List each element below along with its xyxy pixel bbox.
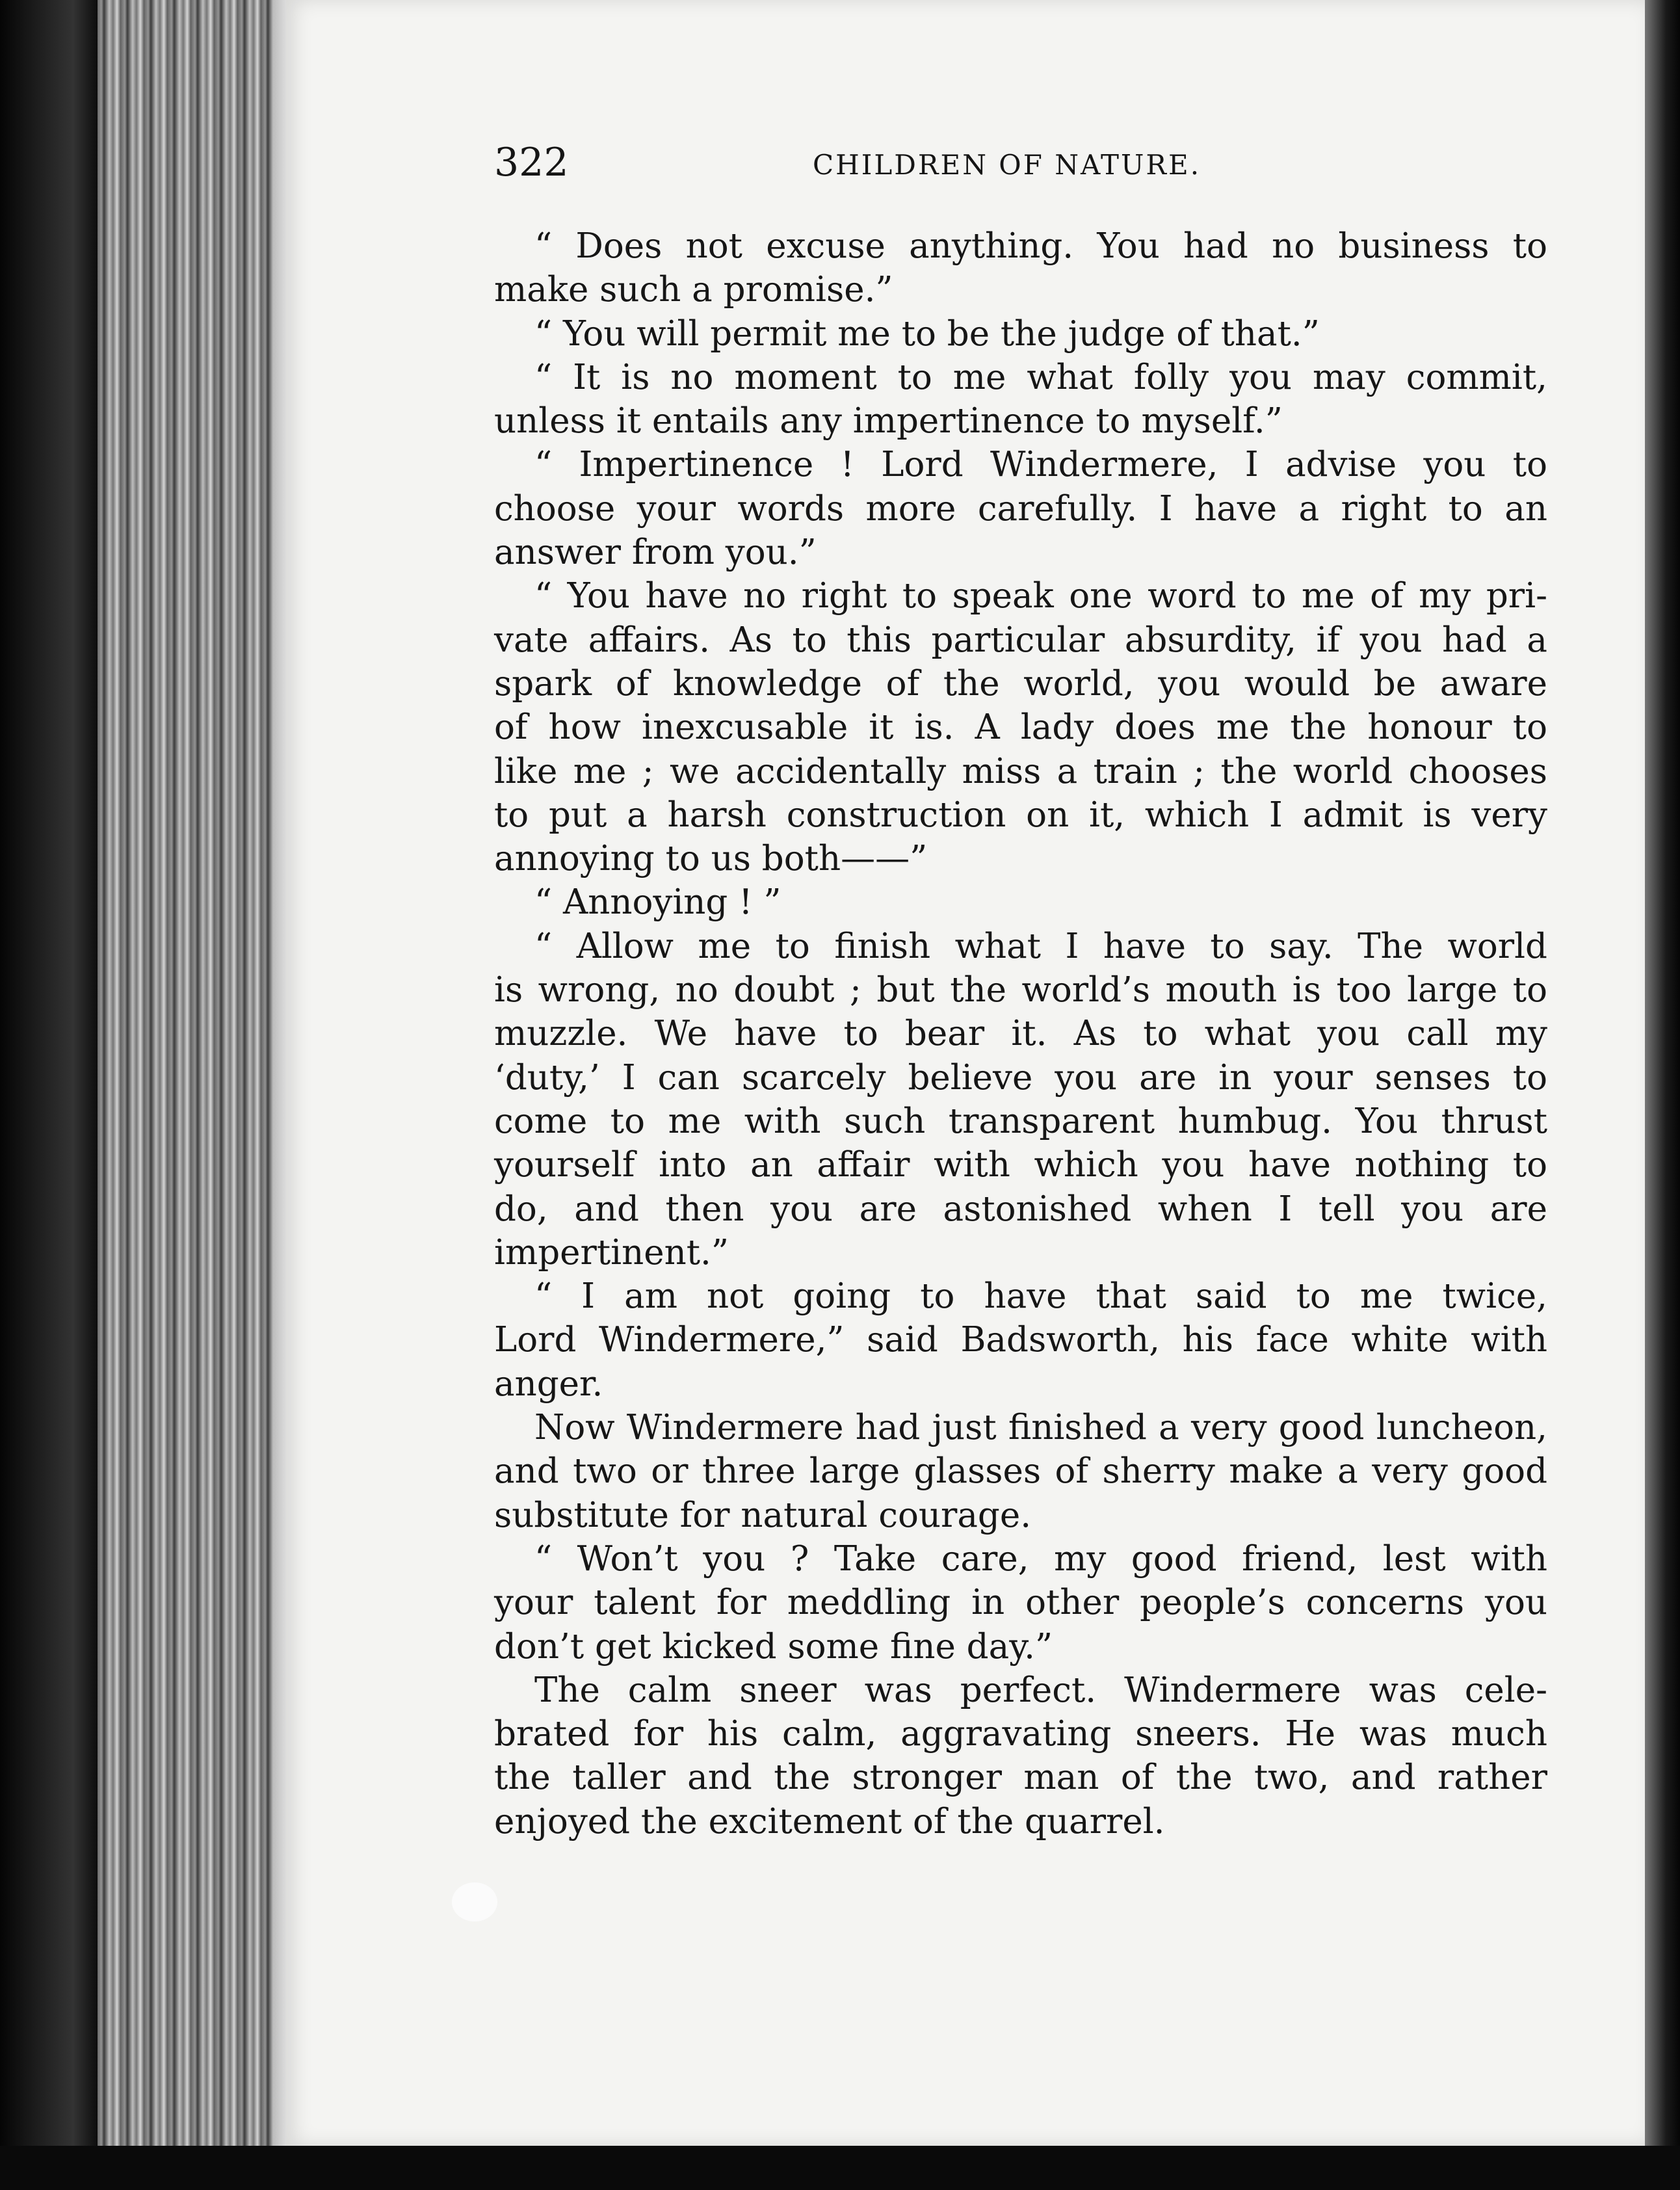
text-line: the taller and the stronger man of the two, and rather	[494, 1758, 1547, 1798]
text-line: unless it entails any impertinence to myself.”	[494, 401, 1283, 442]
text-line: your talent for meddling in other people’s concerns you	[494, 1583, 1547, 1623]
text-line: ‘duty,’ I can scarcely believe you are in your senses to	[494, 1057, 1547, 1098]
text-line: annoying to us both——”	[494, 839, 928, 879]
text-line: and two or three large glasses of sherry make a very good	[494, 1451, 1547, 1492]
text-line: muzzle. We have to bear it. As to what you call my	[494, 1014, 1547, 1054]
text-line: come to me with such transparent humbug. You thrust	[494, 1101, 1547, 1141]
text-line: anger.	[494, 1364, 603, 1404]
text-line: is wrong, no doubt ; but the world’s mouth is too large to	[494, 970, 1547, 1010]
page-bottom-shadow	[0, 2146, 1680, 2190]
page-right-shadow	[1645, 0, 1680, 2190]
text-line: choose your words more carefully. I have a right to an	[494, 488, 1547, 529]
text-line: impertinent.”	[494, 1232, 729, 1273]
text-line: “ Does not excuse anything. You had no business to	[534, 226, 1547, 266]
text-line: “ It is no moment to me what folly you may commit,	[534, 357, 1547, 397]
text-line: yourself into an affair with which you have nothing to	[494, 1145, 1547, 1185]
book-spine-shadow	[0, 0, 98, 2190]
body-text	[494, 224, 1547, 1843]
text-line: make such a promise.”	[494, 270, 893, 310]
text-line: don’t get kicked some fine day.”	[494, 1626, 1053, 1667]
text-line: enjoyed the excitement of the quarrel.	[494, 1801, 1165, 1841]
text-line: The calm sneer was perfect. Windermere was cele-	[534, 1670, 1547, 1710]
text-line: “ Annoying ! ”	[534, 882, 781, 923]
paper-speck	[452, 1882, 497, 1921]
text-line: Lord Windermere,” said Badsworth, his face white with	[494, 1320, 1547, 1360]
text-line: do, and then you are astonished when I tell you are	[494, 1189, 1547, 1229]
text-line: to put a harsh construction on it, which I admit is very	[494, 795, 1547, 835]
text-line: brated for his calm, aggravating sneers. He was much	[494, 1714, 1547, 1754]
text-line: substitute for natural courage.	[494, 1495, 1032, 1535]
text-line: “ I am not going to have that said to me twice,	[534, 1276, 1547, 1317]
text-line: “ You will permit me to be the judge of that.”	[534, 313, 1320, 354]
text-line: spark of knowledge of the world, you would be aware	[494, 663, 1547, 704]
text-line: like me ; we accidentally miss a train ; the world chooses	[494, 751, 1547, 791]
page-stack-edges	[98, 0, 273, 2190]
text-line: “ You have no right to speak one word to me of my pri-	[534, 576, 1547, 616]
running-title: CHILDREN OF NATURE.	[813, 149, 1201, 181]
text-line: Now Windermere had just finished a very good luncheon,	[534, 1408, 1547, 1448]
text-line: “ Impertinence ! Lord Windermere, I advise you to	[534, 445, 1547, 485]
page-number: 322	[494, 140, 569, 185]
text-line: of how inexcusable it is. A lady does me the honour to	[494, 707, 1547, 748]
text-line: “ Won’t you ? Take care, my good friend, lest with	[534, 1538, 1547, 1579]
text-line: “ Allow me to finish what I have to say. The world	[534, 926, 1547, 966]
text-line: answer from you.”	[494, 533, 817, 573]
text-line: vate affairs. As to this particular absurdity, if you had a	[494, 620, 1547, 660]
